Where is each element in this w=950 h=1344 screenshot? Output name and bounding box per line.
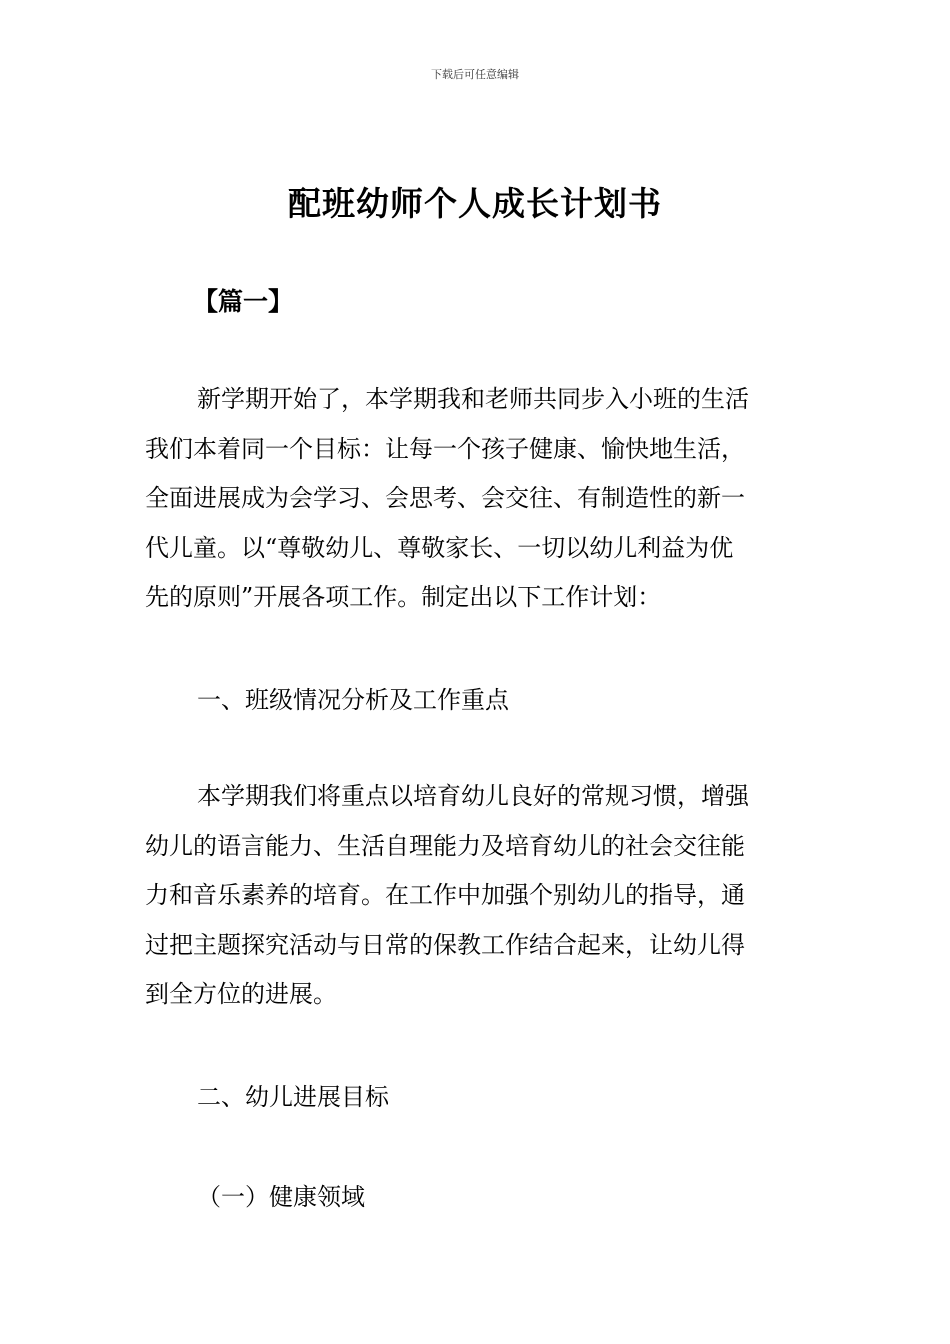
heading-development-goals: 二、幼儿进展目标 bbox=[197, 1083, 389, 1111]
paragraph-line: 代儿童。以“尊敬幼儿、尊敬家长、一切以幼儿利益为优 bbox=[145, 533, 734, 562]
paragraph-line: 过把主题探究活动与日常的保教工作结合起来，让幼儿得 bbox=[145, 930, 745, 959]
paragraph-line: 幼儿的语言能力、生活自理能力及培育幼儿的社会交往能 bbox=[145, 831, 745, 860]
focus-paragraph bbox=[145, 772, 810, 1020]
header-note: 下载后可任意编辑 bbox=[431, 68, 519, 81]
paragraph-line: 到全方位的进展。 bbox=[145, 980, 337, 1008]
paragraph-line: 本学期我们将重点以培育幼儿良好的常规习惯，增强 bbox=[197, 782, 749, 810]
section-label: 【篇一】 bbox=[193, 287, 294, 316]
paragraph-line: 先的原则”开展各项工作。制定出以下工作计划： bbox=[145, 583, 662, 611]
paragraph-line: 全面进展成为会学习、会思考、会交往、有制造性的新一 bbox=[145, 484, 745, 512]
heading-class-analysis: 一、班级情况分析及工作重点 bbox=[197, 686, 509, 714]
subheading-health-domain: （一）健康领域 bbox=[197, 1183, 365, 1211]
paragraph-line: 我们本着同一个目标：让每一个孩子健康、愉快地生活， bbox=[145, 434, 745, 463]
intro-paragraph bbox=[145, 375, 810, 623]
paragraph-line: 力和音乐素养的培育。在工作中加强个别幼儿的指导，通 bbox=[145, 881, 745, 909]
paragraph-line: 新学期开始了，本学期我和老师共同步入小班的生活 bbox=[197, 385, 749, 413]
document-title: 配班幼师个人成长计划书 bbox=[288, 184, 662, 223]
